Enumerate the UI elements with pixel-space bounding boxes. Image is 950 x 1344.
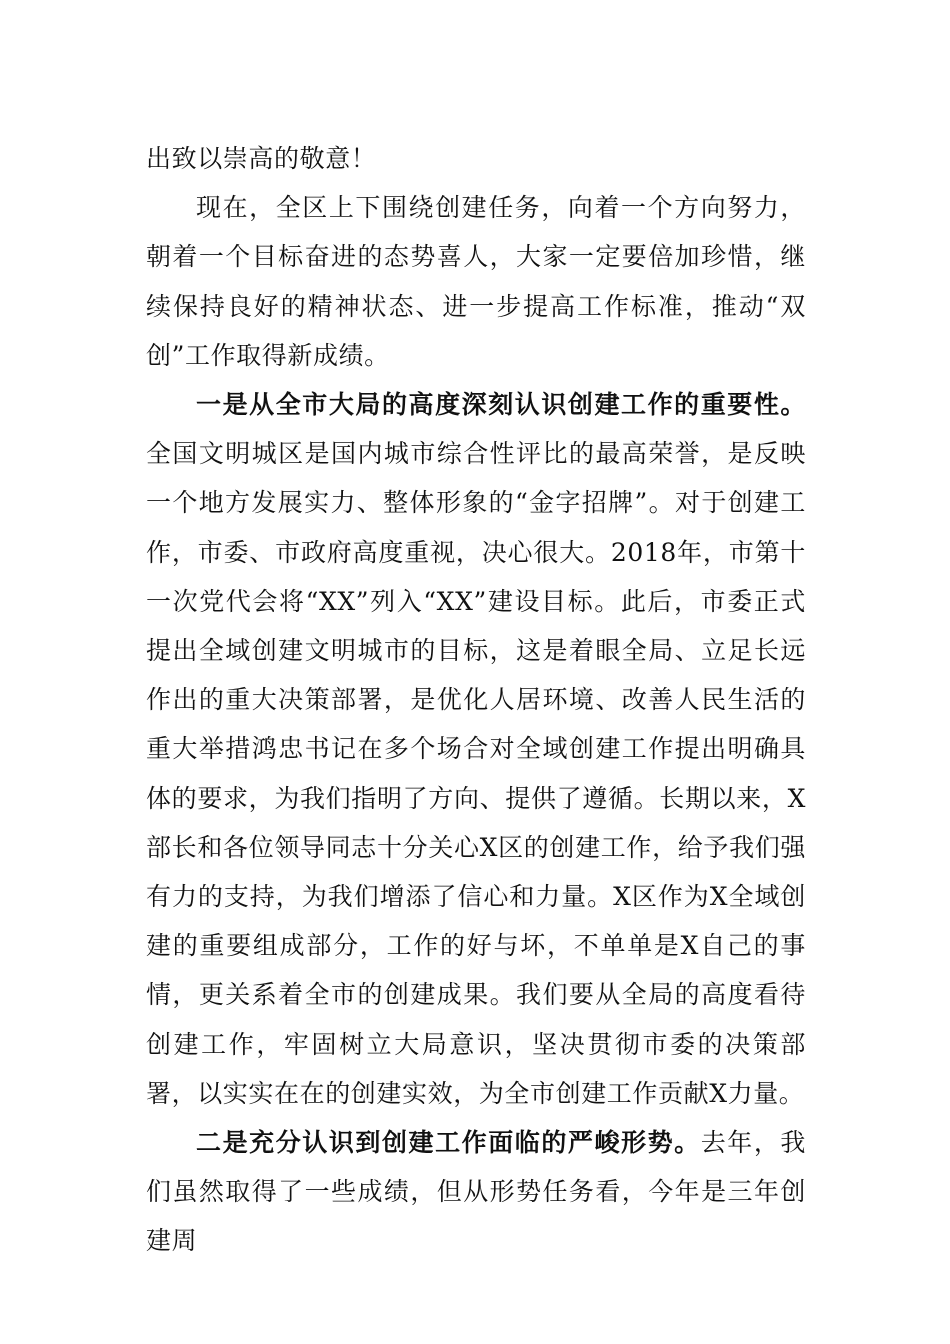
paragraph-point-one: [146, 380, 806, 1118]
paragraph-text: 现在，全区上下围绕创建任务，向着一个方向努力，朝着一个目标奋进的态势喜人，大家一定要倍加珍惜，继续保持良好的精神状态、进一步提高工作标准，推动“双创”工作取得新成绩。: [146, 193, 806, 370]
paragraph-heading: 二是充分认识到创建工作面临的严峻形势。: [196, 1128, 701, 1158]
paragraph-continuation: [146, 134, 806, 183]
paragraph-text: 去年，我们虽然取得了一些成绩，但从形势任务看，今年是三年创建周: [146, 1128, 806, 1256]
paragraph-point-two: [146, 1118, 806, 1266]
paragraph-heading: 一是从全市大局的高度深刻认识创建工作的重要性。: [196, 390, 806, 420]
paragraph-text: 全国文明城区是国内城市综合性评比的最高荣誉，是反映一个地方发展实力、整体形象的“金字招牌”。对于创建工作，市委、市政府高度重视，决心很大。2018年，市第十一次党代会将“XX”列入“XX”建设目标。此后，市委正式提出全域创建文明城市的目标，这是着眼全局、立足长远作出的重大决策部署，是优化人居环境、改善人民生活的重大举措鸿忠书记在多个场合对全域创建工作提出明确具体的要求，为我们指明了方向、提供了遵循。长期以来，X部长和各位领导同志十分关心X区的创建工作，给予我们强有力的支持，为我们增添了信心和力量。X区作为X全域创建的重要组成部分，工作的好与坏，不单单是X自己的事情，更关系着全市的创建成果。我们要从全局的高度看待创建工作，牢固树立大局意识，坚决贯彻市委的决策部署，以实实在在的创建实效，为全市创建工作贡献X力量。: [146, 439, 806, 1108]
paragraph-current-situation: [146, 183, 806, 380]
document-body: [146, 134, 806, 1266]
paragraph-text: 出致以崇高的敬意！: [146, 144, 377, 173]
